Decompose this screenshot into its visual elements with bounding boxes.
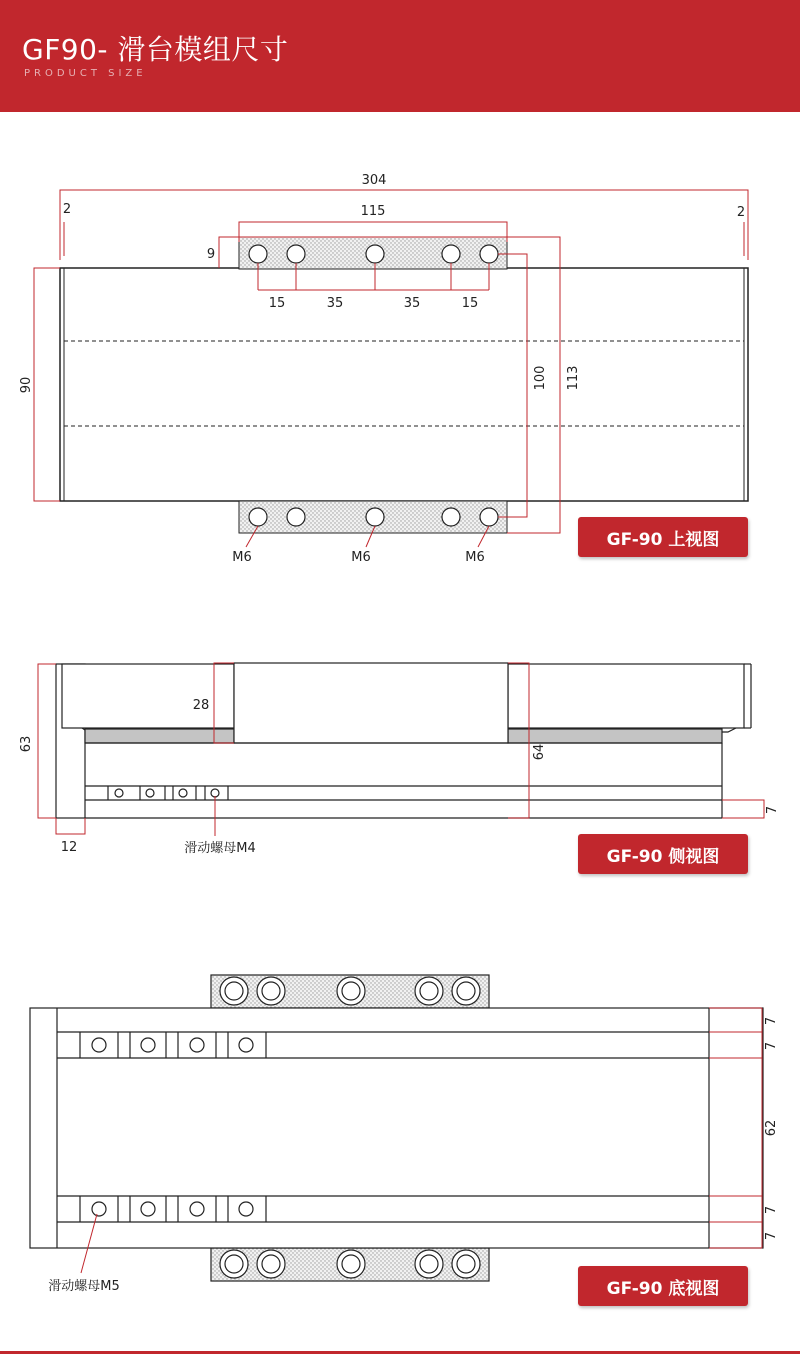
hole-icon [262,1255,280,1273]
hole-icon [457,1255,475,1273]
dim-bottom-4: 7 [764,1205,779,1215]
page-title: GF90- 滑台模组尺寸 [22,33,289,66]
side-nut-row [108,786,228,800]
nut-icon [239,1202,253,1216]
nut-icon [239,1038,253,1052]
hole-icon [366,245,384,263]
nut-icon [211,789,219,797]
dim-end-right: 2 [736,205,746,220]
hole-icon [249,245,267,263]
dim-hole-spacing-2: 35 [326,296,344,311]
hole-icon [442,245,460,263]
hole-icon [442,508,460,526]
page-subtitle: PRODUCT SIZE [24,68,147,79]
dim-total-length: 304 [361,173,387,188]
dim-end-left: 2 [62,202,72,217]
side-carriage [234,663,508,743]
nut-icon [141,1038,155,1052]
hole-icon [225,1255,243,1273]
hole-icon [225,982,243,1000]
hole-icon [480,508,498,526]
dim-bottom-3: 62 [764,1119,779,1137]
top-view-drawing [19,173,748,565]
callout-m6-b: M6 [351,550,371,565]
dim-hole-row-span: 100 [533,365,548,391]
dim-hole-offset: 9 [206,247,216,262]
hole-icon [287,508,305,526]
hole-icon [457,982,475,1000]
callout-nut-m4: 滑动螺母M4 [184,841,256,856]
dim-side-base-thickness: 7 [765,805,780,815]
dim-side-end-width: 12 [60,840,78,855]
side-gray-rail-right [508,729,722,743]
dim-bottom-5: 7 [764,1231,779,1241]
dim-hole-spacing-4: 15 [461,296,479,311]
dim-hole-spacing-3: 35 [403,296,421,311]
hole-icon [342,982,360,1000]
side-view-drawing [56,663,751,818]
hole-icon [287,245,305,263]
dim-hole-spacing-1: 15 [268,296,286,311]
dim-bottom-2: 7 [764,1041,779,1051]
side-upper-block-left [62,664,234,728]
callout-m6-c: M6 [465,550,485,565]
hole-icon [420,982,438,1000]
dim-carriage-length: 113 [566,365,581,391]
dim-carriage-width: 115 [360,204,386,219]
callout-nut-m5: 滑动螺母M5 [48,1279,120,1294]
hole-icon [366,508,384,526]
dim-side-carriage-total: 64 [532,743,547,761]
bottom-view-label: GF-90 底视图 [578,1266,748,1306]
bottom-body [30,1008,763,1248]
side-upper-block-right [508,664,744,728]
nut-icon [92,1202,106,1216]
callout-m6-a: M6 [232,550,252,565]
nut-icon [146,789,154,797]
dim-side-carriage-height: 28 [192,698,210,713]
hole-icon [480,245,498,263]
nut-icon [141,1202,155,1216]
hole-icon [262,982,280,1000]
nut-icon [92,1038,106,1052]
bottom-view-drawing [30,975,763,1281]
hole-icon [420,1255,438,1273]
hole-icon [342,1255,360,1273]
dim-bottom-1: 7 [764,1016,779,1026]
dim-body-width: 90 [19,376,34,394]
nut-icon [179,789,187,797]
dim-side-height: 63 [19,735,34,753]
nut-icon [190,1202,204,1216]
top-view-label: GF-90 上视图 [578,517,748,557]
side-view-label: GF-90 侧视图 [578,834,748,874]
side-gray-rail-left [85,729,234,743]
hole-icon [249,508,267,526]
nut-icon [115,789,123,797]
nut-icon [190,1038,204,1052]
